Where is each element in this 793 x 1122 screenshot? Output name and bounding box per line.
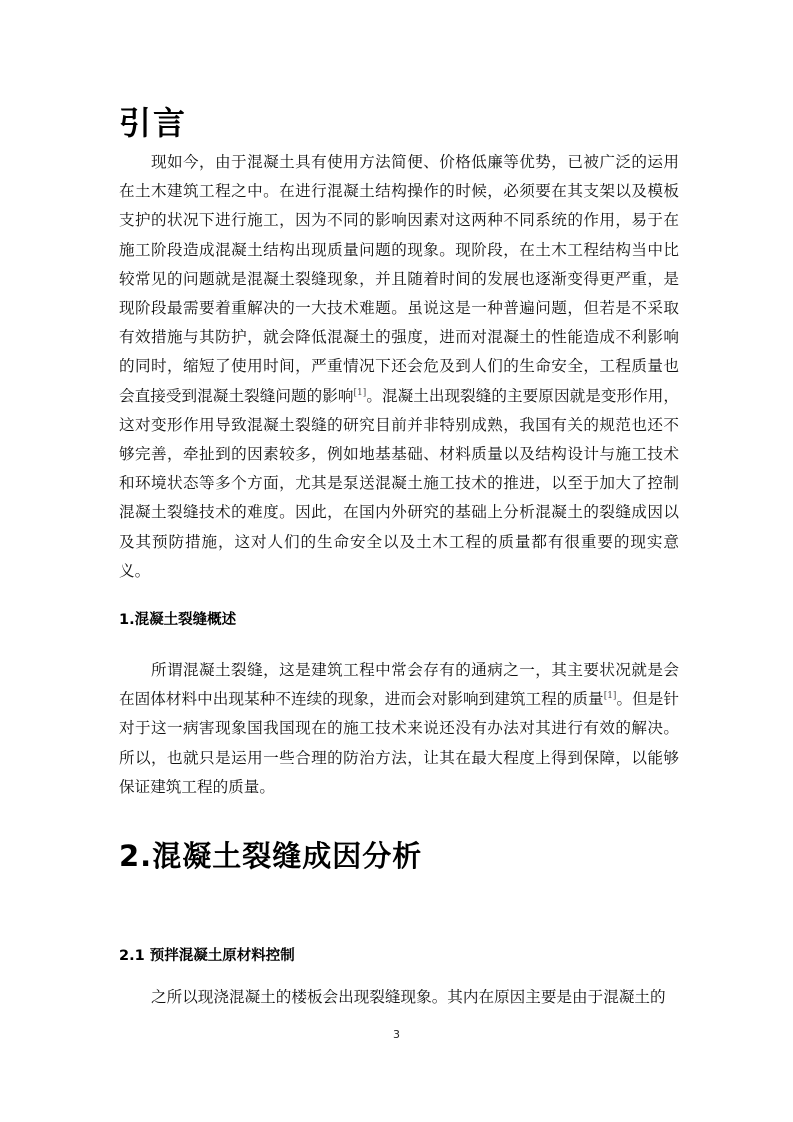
subsection-title-material: 2.1 预拌混凝土原材料控制 bbox=[119, 948, 295, 964]
paragraph-intro-text-a: 现如今，由于混凝土具有使用方法简便、价格低廉等优势，已被广泛的运用在土木建筑工程之中。在进行混凝土结构操作的时候，必须要在其支架以及模板支护的状况下进行施工，因为不同的影响因素对这两种不同系统的作用，易于在施工阶段造成混凝土结构出现质量问题的现象。现阶段，在土木工程结构当中比较常见的问题就是混凝土裂缝现象，并且随着时间的发展也逐渐变得更严重，是现阶段最需要着重解决的一大技术难题。虽说这是一种普遍问题，但若是不采取有效措施与其防护，就会降低混凝土的强度，进而对混凝土的性能造成不利影响的同时，缩短了使用时间，严重情况下还会危及到人们的生命安全，工程质量也会直接受到混凝土裂缝问题的影响 bbox=[119, 153, 679, 405]
paragraph-overview-text-b: 。但是针对于这一病害现象国我国现在的施工技术来说还没有办法对其进行有效的解决。所以，也就只是运用一些合理的防治方法，让其在最大程度上得到保障，以能够保证建筑工程的质量。 bbox=[119, 690, 679, 796]
paragraph-intro bbox=[119, 148, 679, 586]
section-title-overview: 1.混凝土裂缝概述 bbox=[119, 612, 237, 628]
paragraph-material: 之所以现浇混凝土的楼板会出现裂缝现象。其内在原因主要是由于混凝土的 bbox=[151, 988, 666, 1006]
section-title-intro: 引言 bbox=[119, 104, 188, 142]
paragraph-overview bbox=[119, 656, 679, 802]
section-title-analysis: 2.混凝土裂缝成因分析 bbox=[119, 839, 423, 873]
paragraph-intro-text-b: 。混凝土出现裂缝的主要原因就是变形作用，这对变形作用导致混凝土裂缝的研究目前并非特别成熟，我国有关的规范也还不够完善，牵扯到的因素较多，例如地基基础、材料质量以及结构设计与施工技术和环境状态等多个方面，尤其是泵送混凝土施工技术的推进，以至于加大了控制混凝土裂缝技术的难度。因此，在国内外研究的基础上分析混凝土的裂缝成因以及其预防措施，这对人们的生命安全以及土木工程的质量都有很重要的现实意义。 bbox=[119, 386, 679, 580]
citation-marker: [1] bbox=[603, 691, 617, 702]
paragraph-overview-text-a: 所谓混凝土裂缝，这是建筑工程中常会存有的通病之一，其主要状况就是会在固体材料中出现某种不连续的现象，进而会对影响到建筑工程的质量 bbox=[119, 661, 679, 709]
citation-marker: [1] bbox=[353, 387, 367, 398]
page-number: 3 bbox=[393, 1028, 400, 1041]
